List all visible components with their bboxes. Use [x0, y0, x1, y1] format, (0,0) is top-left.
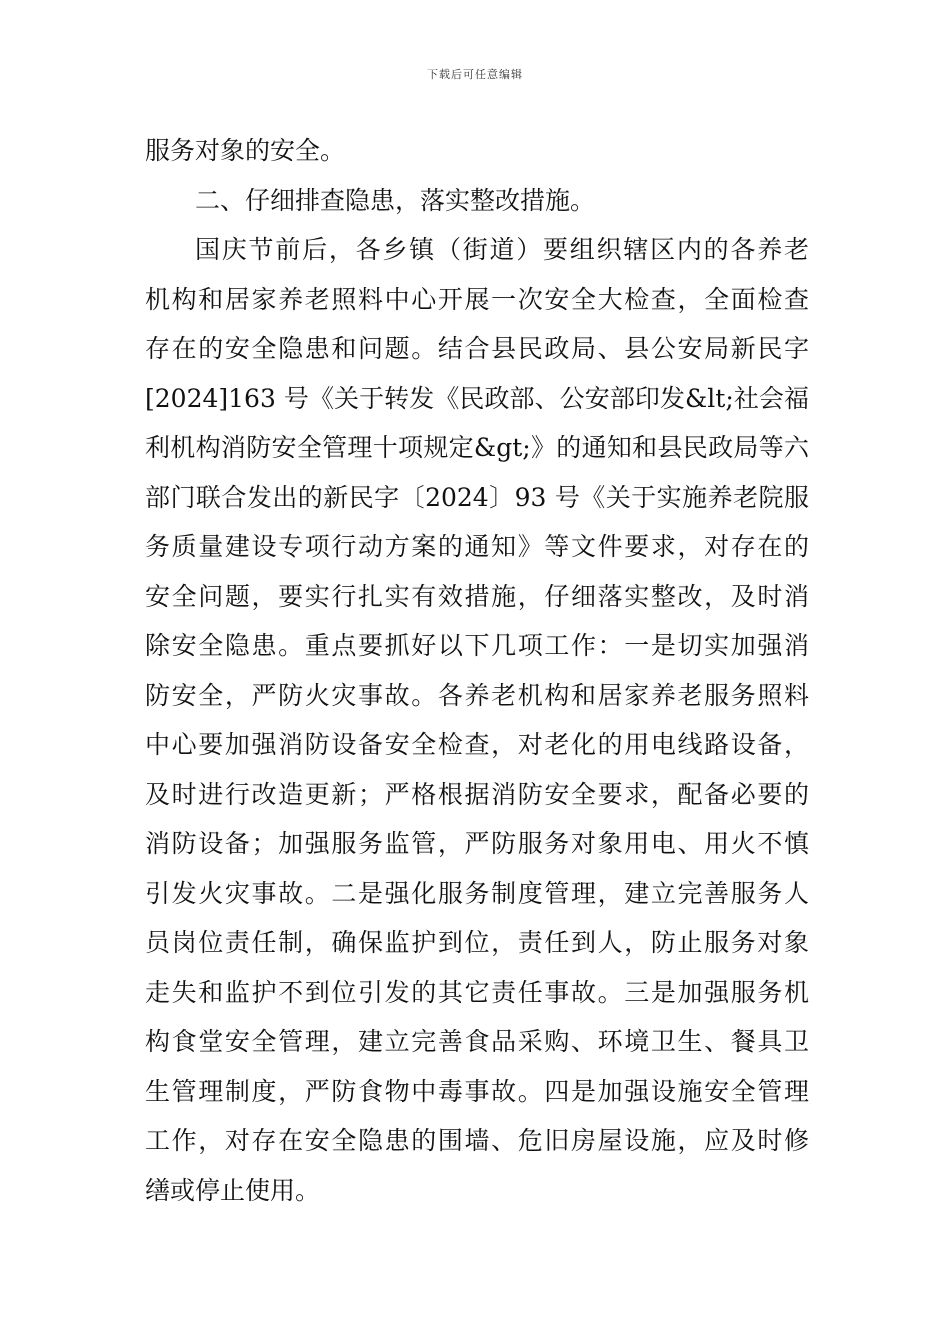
text-line: 构食堂安全管理，建立完善食品采购、环境卫生、餐具卫: [145, 1027, 809, 1056]
text-line: 工作，对存在安全隐患的围墙、危旧房屋设施，应及时修: [145, 1126, 809, 1155]
text-line: 务质量建设专项行动方案的通知》等文件要求，对存在的: [145, 532, 809, 561]
text-line: 存在的安全隐患和问题。结合县民政局、县公安局新民字: [145, 334, 809, 363]
text-line: 机构和居家养老照料中心开展一次安全大检查，全面检查: [145, 284, 809, 314]
text-line: 缮或停止使用。: [145, 1175, 321, 1205]
text-line: [2024]163 号《关于转发《民政部、公安部印发&lt;社会福: [145, 383, 809, 413]
page-header: 下载后可任意编辑: [427, 68, 523, 81]
text-line: 部门联合发出的新民字〔2024〕93 号《关于实施养老院服: [145, 482, 809, 512]
text-line: 利机构消防安全管理十项规定&gt;》的通知和县民政局等六: [145, 433, 809, 462]
text-line: 国庆节前后，各乡镇（街道）要组织辖区内的各养老: [195, 235, 809, 264]
text-line: 二、仔细排查隐患，落实整改措施。: [195, 185, 596, 215]
text-line: 引发火灾事故。二是强化服务制度管理，建立完善服务人: [145, 878, 809, 908]
text-line: 服务对象的安全。: [145, 136, 346, 165]
text-line: 生管理制度，严防食物中毒事故。四是加强设施安全管理: [145, 1076, 809, 1106]
text-line: 员岗位责任制，确保监护到位，责任到人，防止服务对象: [145, 928, 809, 957]
text-line: 及时进行改造更新；严格根据消防安全要求，配备必要的: [145, 779, 809, 809]
text-line: 消防设备；加强服务监管，严防服务对象用电、用火不慎: [145, 829, 809, 858]
text-line: 走失和监护不到位引发的其它责任事故。三是加强服务机: [145, 977, 809, 1007]
text-line: 中心要加强消防设备安全检查，对老化的用电线路设备，: [145, 730, 809, 759]
text-line: 除安全隐患。重点要抓好以下几项工作：一是切实加强消: [145, 631, 809, 660]
document-body: [145, 126, 809, 1215]
text-line: 防安全，严防火灾事故。各养老机构和居家养老服务照料: [145, 680, 809, 710]
text-line: 安全问题，要实行扎实有效措施，仔细落实整改，及时消: [145, 581, 809, 611]
